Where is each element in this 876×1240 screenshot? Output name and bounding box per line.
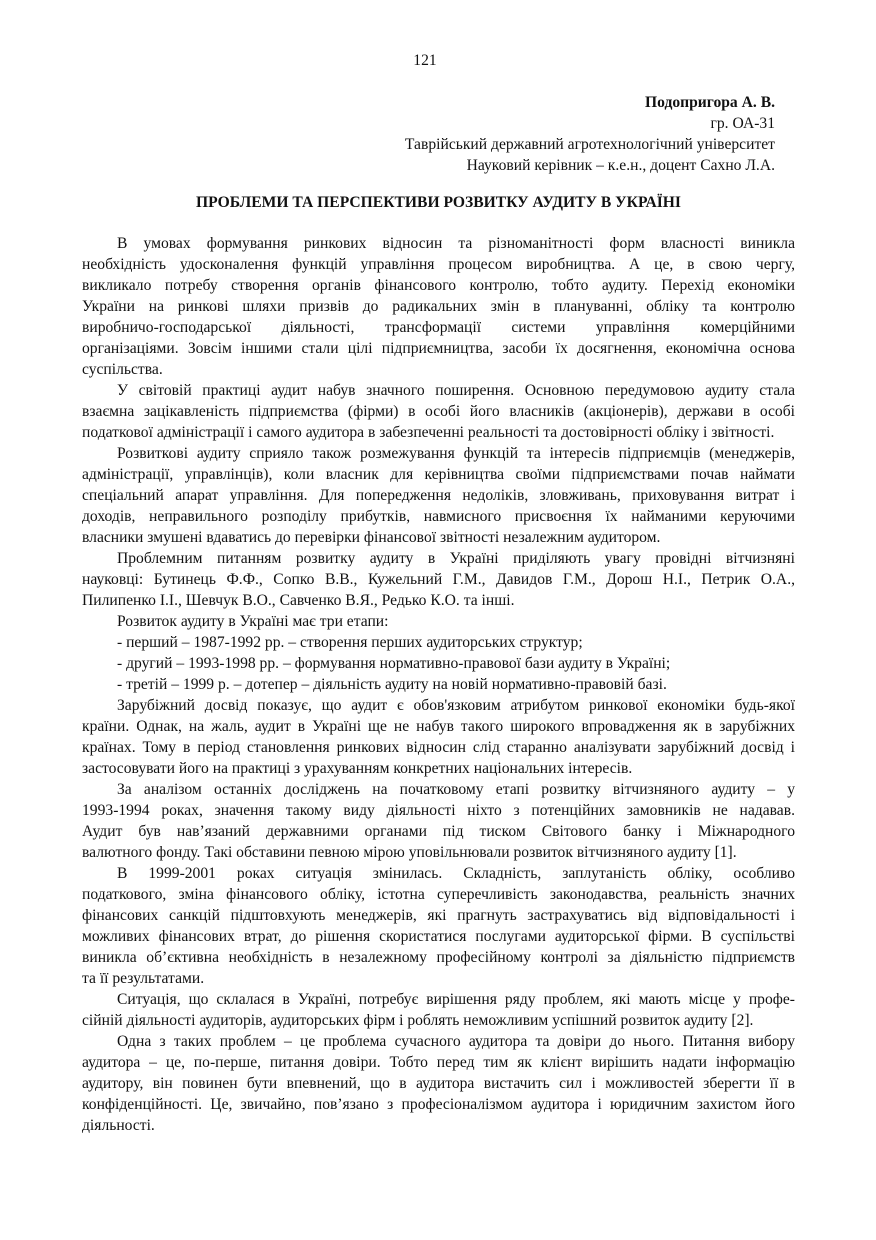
text-line: можливих фінансових втрат, до рішення скористатися послугами аудиторської фірми. В суспільстві xyxy=(82,928,795,945)
list-item xyxy=(82,674,795,695)
text-line: - третій – 1999 р. – дотепер – діяльність аудиту на новій нормативно-правовій базі. xyxy=(117,676,667,693)
text-line: адміністрації, управлінців), коли власник для керівництва своїми підприємствами почав наймати xyxy=(82,466,795,483)
list-item xyxy=(82,653,795,674)
author-university: Таврійський державний агротехнологічний університет xyxy=(404,136,775,153)
paragraph xyxy=(82,443,795,548)
text-line: податкової адміністрації і самого аудитора в забезпеченні реальності та достовірності обліку і звітності. xyxy=(82,424,775,441)
text-line: України на ринкові шляхи призвів до радикальних змін в плануванні, обліку та контролю xyxy=(82,298,795,315)
author-name: Подопригора А. В. xyxy=(644,94,775,111)
text-line: В 1999-2001 роках ситуація змінилась. Складність, заплутаність обліку, особливо xyxy=(117,865,795,882)
paragraph xyxy=(82,863,795,989)
text-line: конфіденційності. Це, звичайно, пов’язано з професіоналізмом аудитора і юридичним захистом його xyxy=(82,1096,795,1113)
text-line: виникла об’єктивна необхідність в незалежному професійному контролі за діяльністю підприємств xyxy=(82,949,795,966)
paragraph xyxy=(82,548,795,611)
paragraph xyxy=(82,695,795,779)
text-line: спеціальний апарат управління. Для попередження недоліків, зловживань, приховування витрат і xyxy=(82,487,795,504)
text-line: валютного фонду. Такі обставини певною мірою уповільнювали розвиток вітчизняного аудиту [1]. xyxy=(82,844,737,861)
article-body xyxy=(82,233,795,1136)
text-line: Пилипенко І.І., Шевчук В.О., Савченко В.Я., Редько К.О. та інші. xyxy=(82,592,515,609)
text-line: Розвиткові аудиту сприяло також розмежування функцій та інтересів підприємців (менеджерів, xyxy=(117,445,795,462)
text-line: аудитору, він повинен бути впевнений, що в аудитора вистачить сил і можливостей зберегти її в xyxy=(82,1075,795,1092)
text-line: організаціями. Зовсім іншими стали цілі підприємництва, засоби їх досягнення, економічна основа xyxy=(82,340,795,357)
paragraph xyxy=(82,611,795,632)
text-line: взаємна зацікавленість підприємства (фірми) в особі його власників (акціонерів), держави в особі xyxy=(82,403,795,420)
paragraph xyxy=(82,233,795,380)
text-line: необхідність удосконалення функцій управління процесом виробництва. А це, в свою чергу, xyxy=(82,256,795,273)
text-line: За аналізом останніх досліджень на початковому етапі розвитку вітчизняного аудиту – у xyxy=(117,781,795,798)
text-line: - перший – 1987-1992 рр. – створення перших аудиторських структур; xyxy=(117,634,583,651)
author-supervisor: Науковий керівник – к.е.н., доцент Сахно Л.А. xyxy=(466,157,775,174)
paragraph xyxy=(82,380,795,443)
text-line: країни. Однак, на жаль, аудит в Україні ще не набув такого широкого впровадження як в зарубіжних xyxy=(82,718,795,735)
text-line: Проблемним питанням розвитку аудиту в Україні приділяють увагу провідні вітчизняні xyxy=(117,550,795,567)
paragraph xyxy=(82,1031,795,1136)
text-line: - другий – 1993-1998 рр. – формування нормативно-правової бази аудиту в Україні; xyxy=(117,655,671,672)
text-line: суспільства. xyxy=(82,361,163,378)
list-item xyxy=(82,632,795,653)
page-number: 121 xyxy=(413,52,437,69)
text-line: Аудит був нав’язаний державними органами під тиском Світового банку і Міжнародного xyxy=(82,823,795,840)
article-title: ПРОБЛЕМИ ТА ПЕРСПЕКТИВИ РОЗВИТКУ АУДИТУ В УКРАЇНІ xyxy=(196,194,681,211)
text-line: Одна з таких проблем – це проблема сучасного аудитора та довіри до нього. Питання вибору xyxy=(117,1033,795,1050)
text-line: власники змушені вдаватись до перевірки фінансової звітності незалежним аудитором. xyxy=(82,529,661,546)
text-line: аудитора – це, по-перше, питання довіри. Тобто перед тим як клієнт вирішить надати інформацію xyxy=(82,1054,795,1071)
text-line: країнах. Тому в період становлення ринкових відносин слід старанно аналізувати зарубіжний досвід і xyxy=(82,739,795,756)
text-line: У світовій практиці аудит набув значного поширення. Основною передумовою аудиту стала xyxy=(117,382,795,399)
text-line: 1993-1994 роках, значення такому виду діяльності ніхто з потенційних замовників не надавав. xyxy=(82,802,795,819)
author-block xyxy=(405,92,775,176)
paragraph xyxy=(82,779,795,863)
text-line: податкового, зміна фінансового обліку, істотна суперечливість законодавства, реальність значних xyxy=(82,886,795,903)
text-line: фінансових санкцій підштовхують менеджерів, які прагнуть застрахуватись від відповідальності і xyxy=(82,907,795,924)
text-line: сійній діяльності аудиторів, аудиторських фірм і роблять неможливим успішний розвиток аудиту [2]. xyxy=(82,1012,754,1029)
text-line: науковці: Бутинець Ф.Ф., Сопко В.В., Кужельний Г.М., Давидов Г.М., Дорош Н.І., Петрик О.А., xyxy=(82,571,795,588)
text-line: застосовувати його на практиці з урахуванням конкретних національних інтересів. xyxy=(82,760,633,777)
author-group: гр. ОА-31 xyxy=(710,115,775,132)
text-line: В умовах формування ринкових відносин та різноманітності форм власності виникла xyxy=(117,235,795,252)
paragraph xyxy=(82,989,795,1031)
text-line: діяльності. xyxy=(82,1117,155,1134)
text-line: Розвиток аудиту в Україні має три етапи: xyxy=(117,613,389,630)
text-line: Ситуація, що склалася в Україні, потребує вирішення ряду проблем, які мають місце у профе- xyxy=(117,991,795,1008)
text-line: викликало потребу створення органів фінансового контролю, тобто аудиту. Перехід економіки xyxy=(82,277,795,294)
text-line: та її результатами. xyxy=(82,970,205,987)
text-line: виробничо-господарської діяльності, трансформації системи управління комерційними xyxy=(82,319,795,336)
text-line: Зарубіжний досвід показує, що аудит є обов'язковим атрибутом ринкової економіки будь-якої xyxy=(117,697,795,714)
text-line: доходів, неправильного розподілу прибутків, навмисного присвоєння їх найманими керуючими xyxy=(82,508,795,525)
